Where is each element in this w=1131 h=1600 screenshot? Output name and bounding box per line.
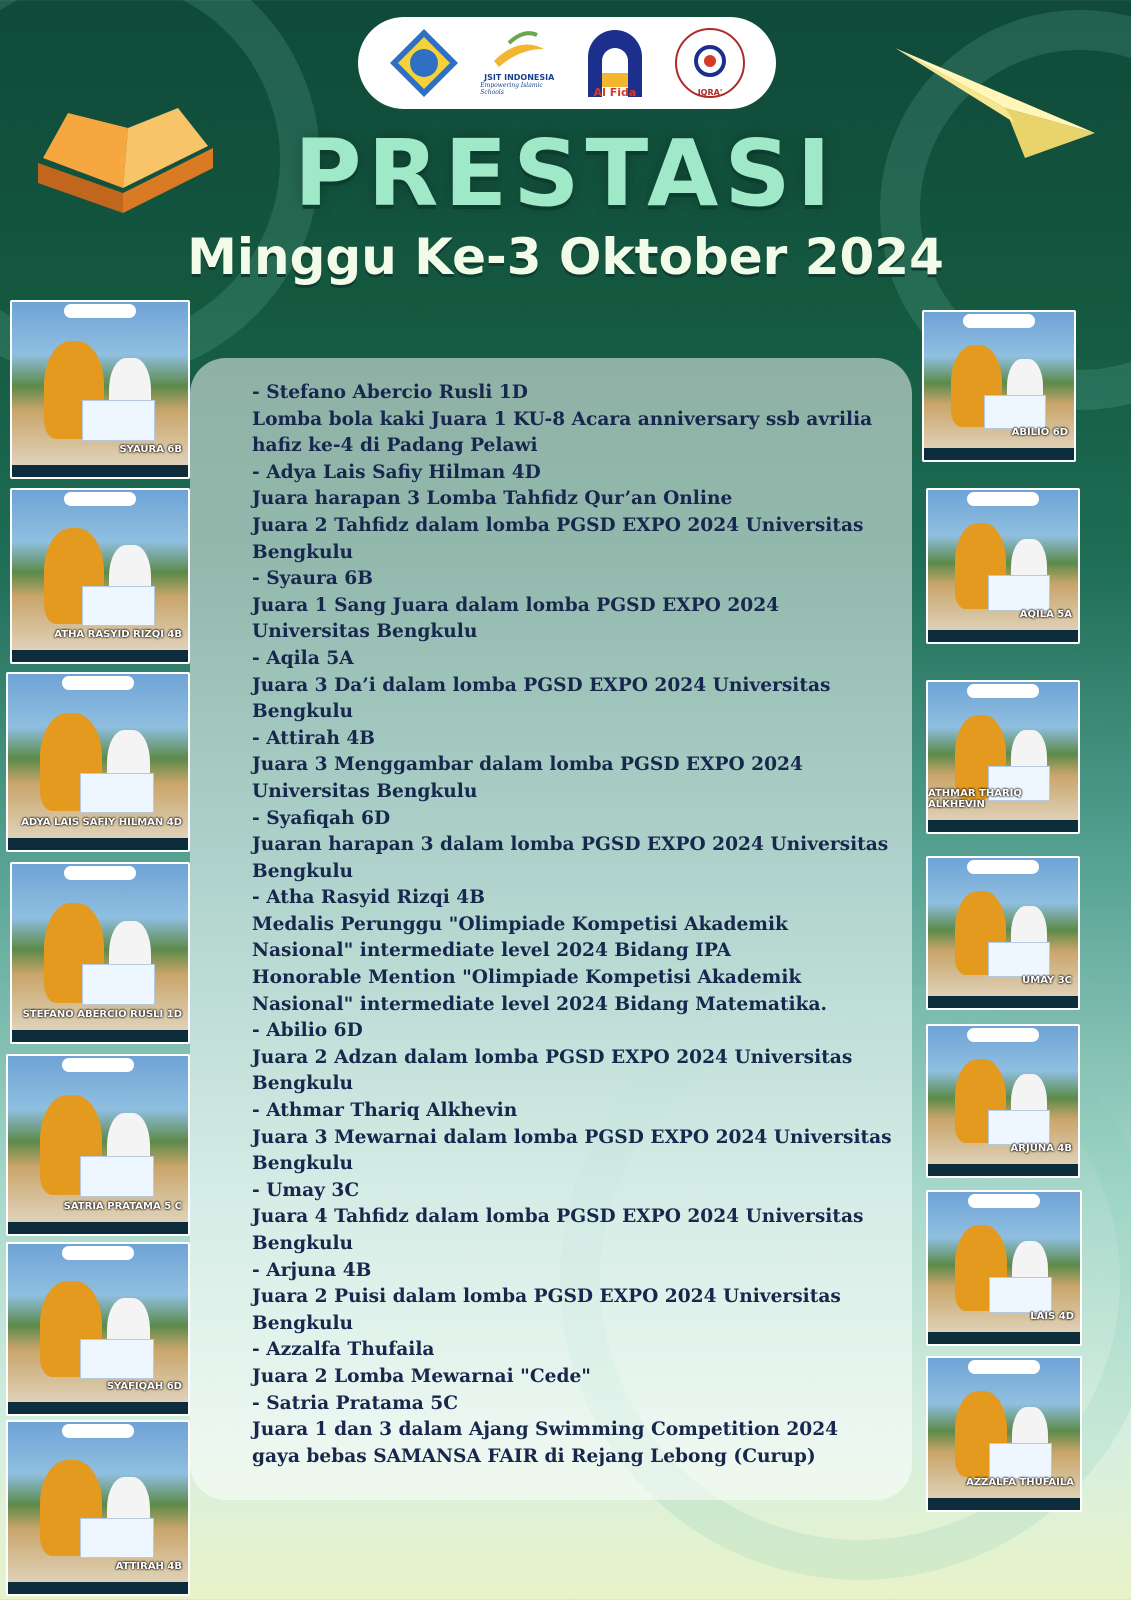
sdit-iqra-logo <box>671 24 749 102</box>
student-photo <box>6 1420 190 1596</box>
list-item: Juara 4 Tahfidz dalam lomba PGSD EXPO 2024 Universitas Bengkulu <box>252 1206 864 1254</box>
student-photo <box>10 300 190 479</box>
photo-caption: ATHA RASYID RIZQI 4B <box>54 629 182 640</box>
photo-caption: SYAFIQAH 6D <box>106 1381 182 1392</box>
certificate <box>82 586 154 626</box>
photo-logo-strip <box>62 1424 134 1438</box>
list-item: Juara 1 dan 3 dalam Ajang Swimming Competition 2024 gaya bebas SAMANSA FAIR di Rejang Lebong (Curup) <box>252 1419 839 1467</box>
student-photo <box>926 1356 1082 1512</box>
photo-caption: LAIS 4D <box>1030 1311 1074 1322</box>
tut-wuri-handayani-icon <box>388 27 460 99</box>
list-item: Juara 2 Puisi dalam lomba PGSD EXPO 2024 Universitas Bengkulu <box>252 1286 841 1334</box>
student-photo <box>926 488 1080 644</box>
list-item: - Arjuna 4B <box>252 1259 372 1281</box>
sdit-iqra-emblem-icon <box>672 25 748 101</box>
list-item: Honorable Mention "Olimpiade Kompetisi Akademik Nasional" intermediate level 2024 Bidang Matematika. <box>252 967 828 1015</box>
certificate <box>82 964 154 1005</box>
photo-footer <box>8 1222 188 1234</box>
jsit-tagline: Empowering Islamic Schools <box>480 81 543 96</box>
list-item: Juara harapan 3 Lomba Tahfidz Qur’an Online <box>252 488 733 510</box>
photo-caption: ATHMAR THARIQ ALKHEVIN <box>928 788 1022 810</box>
photo-caption: STEFANO ABERCIO RUSLI 1D <box>22 1009 182 1020</box>
svg-text:Al Fida: Al Fida <box>593 86 637 99</box>
photo-logo-strip <box>62 676 134 690</box>
page-title: PRESTASI <box>294 120 837 227</box>
list-item: Juara 3 Menggambar dalam lomba PGSD EXPO 2024 Universitas Bengkulu <box>252 754 803 802</box>
page-subtitle: Minggu Ke-3 Oktober 2024 <box>187 228 944 286</box>
student-photo <box>6 1242 190 1416</box>
jsit-indonesia-logo <box>480 24 558 102</box>
certificate <box>80 1156 154 1197</box>
student-photo <box>926 1190 1082 1346</box>
photo-logo-strip <box>967 860 1039 874</box>
student-photo <box>926 1024 1080 1178</box>
photo-logo-strip <box>64 492 136 506</box>
list-item: - Attirah 4B <box>252 727 376 749</box>
jsit-label: JSIT INDONESIA <box>484 72 555 82</box>
certificate <box>989 1277 1052 1312</box>
photo-caption: ADYA LAIS SAFIY HILMAN 4D <box>21 817 182 828</box>
certificate <box>82 400 154 441</box>
student-photo <box>926 856 1080 1010</box>
photo-footer <box>12 1030 188 1042</box>
list-item: - Stefano Abercio Rusli 1D <box>252 382 528 403</box>
photo-footer <box>928 996 1078 1008</box>
certificate <box>988 942 1050 977</box>
photo-footer <box>8 838 188 850</box>
photo-caption: ATTIRAH 4B <box>115 1561 182 1572</box>
photo-logo-strip <box>968 1194 1040 1208</box>
photo-footer <box>8 1582 188 1594</box>
svg-text:IQRA': IQRA' <box>697 88 723 97</box>
student-photo <box>6 672 190 852</box>
student-photo <box>10 862 190 1044</box>
list-item: - Adya Lais Safiy Hilman 4D <box>252 461 541 483</box>
list-item: - Syaura 6B <box>252 568 373 590</box>
certificate <box>988 575 1050 610</box>
photo-caption: SYAURA 6B <box>119 444 182 455</box>
photo-logo-strip <box>62 1246 134 1260</box>
list-item: - Athmar Thariq Alkhevin <box>252 1100 518 1122</box>
al-fida-logo <box>576 24 654 102</box>
list-item: Juara 3 Mewarnai dalam lomba PGSD EXPO 2024 Universitas Bengkulu <box>252 1126 892 1175</box>
list-item: Lomba bola kaki Juara 1 KU-8 Acara anniversary ssb avrilia hafiz ke-4 di Padang Pelawi <box>252 408 873 457</box>
certificate <box>989 1443 1052 1478</box>
photo-footer <box>928 1498 1080 1510</box>
student-photo <box>926 680 1080 834</box>
photo-footer <box>12 650 188 662</box>
photo-caption: AZZALFA THUFAILA <box>966 1477 1074 1488</box>
certificate <box>984 395 1046 430</box>
photo-logo-strip <box>967 1028 1039 1042</box>
list-item: - Atha Rasyid Rizqi 4B <box>252 887 485 909</box>
photo-logo-strip <box>62 1058 134 1072</box>
student-photo <box>10 488 190 664</box>
photo-logo-strip <box>968 1360 1040 1374</box>
list-item: - Satria Pratama 5C <box>252 1392 459 1414</box>
student-photo <box>6 1054 190 1236</box>
photo-footer <box>924 448 1074 460</box>
photo-footer <box>928 820 1078 832</box>
certificate <box>988 1110 1050 1145</box>
tut-wuri-handayani-logo <box>385 24 463 102</box>
list-item: - Umay 3C <box>252 1179 360 1201</box>
list-item: Juara 1 Sang Juara dalam lomba PGSD EXPO 2024 Universitas Bengkulu <box>252 594 780 643</box>
list-item: - Azzalfa Thufaila <box>252 1339 435 1361</box>
photo-logo-strip <box>967 492 1039 506</box>
student-photo <box>922 310 1076 462</box>
photo-logo-strip <box>967 684 1039 698</box>
photo-footer <box>12 465 188 477</box>
photo-caption: ARJUNA 4B <box>1010 1143 1072 1154</box>
certificate <box>80 1339 154 1378</box>
photo-footer <box>928 1164 1078 1176</box>
certificate <box>80 1518 154 1558</box>
jsit-swoosh-icon <box>489 31 549 73</box>
list-item: Juara 2 Adzan dalam lomba PGSD EXPO 2024 Universitas Bengkulu <box>252 1046 853 1095</box>
logo-bar <box>358 17 776 109</box>
photo-caption: ABILIO 6D <box>1011 427 1068 438</box>
list-item: Medalis Perunggu "Olimpiade Kompetisi Akademik Nasional" intermediate level 2024 Bidang IPA <box>252 913 788 962</box>
photo-footer <box>928 630 1078 642</box>
photo-caption: SATRIA PRATAMA 5 C <box>63 1201 182 1212</box>
photo-logo-strip <box>64 304 136 318</box>
photo-logo-strip <box>963 314 1035 328</box>
list-item: - Abilio 6D <box>252 1020 363 1042</box>
photo-footer <box>928 1332 1080 1344</box>
list-item: - Aqila 5A <box>252 647 354 669</box>
photo-caption: AQILA 5A <box>1019 609 1072 620</box>
certificate <box>80 773 154 814</box>
photo-caption: UMAY 3C <box>1022 975 1072 986</box>
list-item: Juaran harapan 3 dalam lomba PGSD EXPO 2024 Universitas Bengkulu <box>252 834 889 882</box>
list-item: Juara 2 Lomba Mewarnai "Cede" <box>252 1365 591 1387</box>
list-item: - Syafiqah 6D <box>252 807 391 829</box>
al-fida-arch-icon <box>582 27 648 99</box>
list-item: Juara 3 Da’i dalam lomba PGSD EXPO 2024 Universitas Bengkulu <box>252 674 831 723</box>
list-item: Juara 2 Tahfidz dalam lomba PGSD EXPO 2024 Universitas Bengkulu <box>252 514 864 563</box>
photo-footer <box>8 1402 188 1414</box>
achievements-list <box>252 380 892 1470</box>
photo-logo-strip <box>64 866 136 880</box>
